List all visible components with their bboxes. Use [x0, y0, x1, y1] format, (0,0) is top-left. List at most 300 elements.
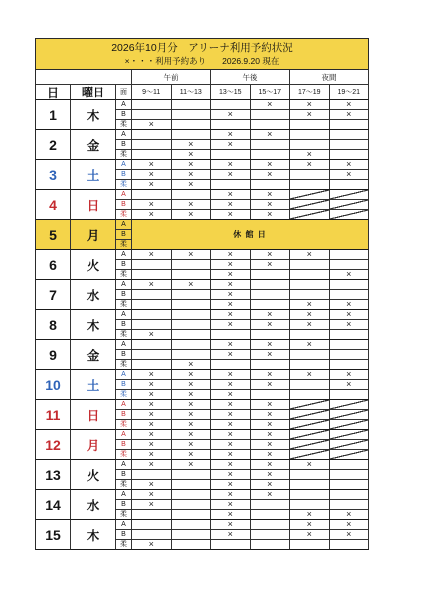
slot-cell	[290, 290, 330, 300]
day-number: 13	[36, 460, 71, 490]
slot-cell: ×	[172, 420, 212, 430]
slot-cell	[211, 180, 251, 190]
day-number: 10	[36, 370, 71, 400]
slot-cell: ×	[132, 490, 172, 500]
slot-cell: ×	[172, 160, 212, 170]
slot-cell	[172, 340, 212, 350]
slot-cell: ×	[251, 260, 291, 270]
slot-cell	[290, 140, 330, 150]
header-slot: 13～15	[211, 85, 251, 100]
court-label: 柔	[116, 420, 132, 430]
slot-cell: ×	[211, 430, 251, 440]
slot-cell	[172, 530, 212, 540]
slot-cell: ×	[211, 350, 251, 360]
slot-cell: ×	[290, 340, 330, 350]
slot-cell: ×	[132, 210, 172, 220]
slot-cell	[132, 470, 172, 480]
slot-cell: ×	[132, 280, 172, 290]
slot-cell: ×	[132, 120, 172, 130]
slot-cell	[330, 200, 370, 210]
slot-cell	[330, 120, 370, 130]
slot-cell	[290, 480, 330, 490]
slot-cell: ×	[211, 410, 251, 420]
slot-cell: ×	[211, 290, 251, 300]
slot-cell	[290, 440, 330, 450]
subtitle	[36, 55, 368, 69]
slot-cell	[330, 290, 370, 300]
slot-cell	[251, 270, 291, 280]
slot-cell	[330, 500, 370, 510]
court-label: B	[116, 380, 132, 390]
header-slot: 9～11	[132, 85, 172, 100]
slot-cell: ×	[251, 440, 291, 450]
slot-cell: ×	[251, 480, 291, 490]
weekday-label: 土	[71, 370, 116, 400]
day-number: 15	[36, 520, 71, 550]
court-label: B	[116, 320, 132, 330]
slot-cell: ×	[172, 370, 212, 380]
slot-cell: ×	[211, 400, 251, 410]
day-number: 4	[36, 190, 71, 220]
slot-cell: ×	[251, 420, 291, 430]
slot-cell	[290, 470, 330, 480]
court-label: A	[116, 430, 132, 440]
header-slot: 15～17	[251, 85, 291, 100]
slot-cell	[290, 330, 330, 340]
slot-cell	[251, 150, 291, 160]
slot-cell	[172, 480, 212, 490]
weekday-label: 土	[71, 160, 116, 190]
court-label: A	[116, 160, 132, 170]
slot-cell: ×	[330, 510, 370, 520]
day-number: 2	[36, 130, 71, 160]
slot-cell: ×	[330, 370, 370, 380]
slot-cell	[330, 150, 370, 160]
slot-cell: ×	[211, 420, 251, 430]
slot-cell	[330, 410, 370, 420]
slot-cell: ×	[172, 140, 212, 150]
slot-cell	[330, 360, 370, 370]
slot-cell	[211, 330, 251, 340]
slot-cell	[172, 510, 212, 520]
slot-cell	[290, 210, 330, 220]
slot-cell: ×	[211, 340, 251, 350]
slot-cell: ×	[211, 520, 251, 530]
slot-cell: ×	[251, 370, 291, 380]
slot-cell: ×	[211, 270, 251, 280]
slot-cell	[330, 440, 370, 450]
slot-cell: ×	[290, 510, 330, 520]
slot-cell	[251, 360, 291, 370]
slot-cell: ×	[132, 500, 172, 510]
slot-cell: ×	[211, 480, 251, 490]
slot-cell	[330, 400, 370, 410]
weekday-label: 木	[71, 520, 116, 550]
slot-cell	[132, 510, 172, 520]
slot-cell: ×	[211, 130, 251, 140]
court-label: B	[116, 110, 132, 120]
court-label: 柔	[116, 180, 132, 190]
period-afternoon: 午後	[211, 70, 290, 85]
slot-cell	[290, 260, 330, 270]
slot-cell: ×	[132, 400, 172, 410]
weekday-label: 月	[71, 430, 116, 460]
court-label: 柔	[116, 540, 132, 550]
slot-cell: ×	[132, 440, 172, 450]
slot-cell	[172, 270, 212, 280]
slot-cell	[330, 430, 370, 440]
slot-cell: ×	[251, 160, 291, 170]
court-label: 柔	[116, 120, 132, 130]
slot-cell: ×	[290, 110, 330, 120]
slot-cell: ×	[330, 320, 370, 330]
slot-cell	[290, 170, 330, 180]
slot-cell: ×	[251, 450, 291, 460]
slot-cell: ×	[251, 170, 291, 180]
court-label: 柔	[116, 150, 132, 160]
slot-cell: ×	[172, 380, 212, 390]
court-label: 柔	[116, 480, 132, 490]
slot-cell	[172, 110, 212, 120]
slot-cell: ×	[251, 190, 291, 200]
court-label: A	[116, 340, 132, 350]
slot-cell	[172, 500, 212, 510]
slot-cell: ×	[251, 430, 291, 440]
slot-cell: ×	[172, 400, 212, 410]
slot-cell: ×	[172, 390, 212, 400]
slot-cell	[132, 110, 172, 120]
slot-cell	[251, 390, 291, 400]
slot-cell: ×	[172, 180, 212, 190]
court-label: B	[116, 290, 132, 300]
slot-cell	[290, 360, 330, 370]
slot-cell: ×	[211, 500, 251, 510]
reservation-table	[35, 69, 369, 550]
slot-cell: ×	[211, 190, 251, 200]
header-corner	[36, 70, 132, 85]
weekday-label: 日	[71, 190, 116, 220]
slot-cell	[290, 180, 330, 190]
court-label: A	[116, 460, 132, 470]
court-label: B	[116, 230, 132, 240]
court-label: B	[116, 140, 132, 150]
slot-cell: ×	[211, 200, 251, 210]
slot-cell	[211, 360, 251, 370]
slot-cell: ×	[132, 410, 172, 420]
slot-cell: ×	[211, 310, 251, 320]
weekday-label: 水	[71, 280, 116, 310]
header-slot: 17～19	[290, 85, 330, 100]
header-day: 日	[36, 85, 71, 100]
slot-cell: ×	[172, 450, 212, 460]
slot-cell: ×	[211, 320, 251, 330]
slot-cell: ×	[132, 160, 172, 170]
slot-cell	[211, 100, 251, 110]
slot-cell	[251, 140, 291, 150]
slot-cell	[132, 130, 172, 140]
slot-cell: ×	[132, 200, 172, 210]
slot-cell	[251, 330, 291, 340]
legend-text: ×・・・利用予約あり	[124, 56, 207, 66]
slot-cell	[290, 130, 330, 140]
slot-cell	[290, 200, 330, 210]
slot-cell	[330, 340, 370, 350]
slot-cell	[290, 420, 330, 430]
slot-cell	[172, 100, 212, 110]
period-evening: 夜間	[290, 70, 369, 85]
court-label: B	[116, 200, 132, 210]
slot-cell	[290, 350, 330, 360]
slot-cell	[290, 120, 330, 130]
slot-cell	[132, 150, 172, 160]
slot-cell	[290, 190, 330, 200]
court-label: B	[116, 470, 132, 480]
slot-cell	[172, 490, 212, 500]
slot-cell: ×	[251, 340, 291, 350]
slot-cell	[330, 450, 370, 460]
slot-cell	[330, 140, 370, 150]
slot-cell: ×	[132, 420, 172, 430]
slot-cell	[172, 540, 212, 550]
slot-cell	[330, 330, 370, 340]
slot-cell: ×	[211, 390, 251, 400]
slot-cell	[132, 270, 172, 280]
slot-cell: ×	[211, 140, 251, 150]
court-label: B	[116, 440, 132, 450]
slot-cell: ×	[330, 380, 370, 390]
slot-cell: ×	[211, 370, 251, 380]
day-number: 8	[36, 310, 71, 340]
slot-cell	[251, 120, 291, 130]
day-number: 3	[36, 160, 71, 190]
slot-cell: ×	[211, 440, 251, 450]
slot-cell: ×	[132, 370, 172, 380]
slot-cell: ×	[132, 480, 172, 490]
slot-cell	[330, 260, 370, 270]
slot-cell: ×	[172, 360, 212, 370]
day-number: 11	[36, 400, 71, 430]
slot-cell: ×	[211, 380, 251, 390]
slot-cell	[132, 100, 172, 110]
weekday-label: 木	[71, 310, 116, 340]
slot-cell: ×	[330, 520, 370, 530]
reservation-sheet	[35, 38, 369, 550]
slot-cell	[330, 470, 370, 480]
slot-cell	[290, 400, 330, 410]
slot-cell	[290, 390, 330, 400]
slot-cell	[132, 520, 172, 530]
court-label: B	[116, 350, 132, 360]
slot-cell: ×	[290, 100, 330, 110]
slot-cell	[251, 280, 291, 290]
court-label: A	[116, 100, 132, 110]
closed-notice: 休 館 日	[132, 220, 369, 250]
slot-cell: ×	[132, 460, 172, 470]
page-title: 2026年10月分 アリーナ利用予約状況	[111, 42, 293, 54]
court-label: 柔	[116, 210, 132, 220]
slot-cell	[172, 470, 212, 480]
slot-cell: ×	[211, 280, 251, 290]
slot-cell: ×	[211, 170, 251, 180]
slot-cell: ×	[172, 440, 212, 450]
slot-cell: ×	[251, 310, 291, 320]
slot-cell	[211, 540, 251, 550]
weekday-label: 金	[71, 340, 116, 370]
slot-cell	[172, 260, 212, 270]
slot-cell: ×	[172, 280, 212, 290]
court-label: A	[116, 220, 132, 230]
weekday-label: 月	[71, 220, 116, 250]
slot-cell	[330, 190, 370, 200]
slot-cell: ×	[290, 160, 330, 170]
slot-cell	[172, 130, 212, 140]
court-label: B	[116, 530, 132, 540]
slot-cell: ×	[251, 400, 291, 410]
court-label: 柔	[116, 300, 132, 310]
slot-cell: ×	[330, 170, 370, 180]
slot-cell	[251, 290, 291, 300]
slot-cell	[132, 320, 172, 330]
slot-cell	[251, 500, 291, 510]
slot-cell	[132, 530, 172, 540]
slot-cell: ×	[211, 110, 251, 120]
slot-cell: ×	[211, 250, 251, 260]
slot-cell: ×	[211, 490, 251, 500]
slot-cell	[290, 490, 330, 500]
slot-cell: ×	[330, 300, 370, 310]
slot-cell: ×	[290, 320, 330, 330]
slot-cell	[132, 350, 172, 360]
court-label: 柔	[116, 330, 132, 340]
slot-cell	[330, 180, 370, 190]
slot-cell	[290, 270, 330, 280]
slot-cell: ×	[172, 460, 212, 470]
slot-cell: ×	[211, 160, 251, 170]
slot-cell: ×	[132, 380, 172, 390]
slot-cell	[251, 530, 291, 540]
header-slot: 11～13	[172, 85, 212, 100]
slot-cell: ×	[290, 300, 330, 310]
slot-cell: ×	[290, 250, 330, 260]
slot-cell	[251, 300, 291, 310]
slot-cell: ×	[251, 350, 291, 360]
slot-cell	[330, 130, 370, 140]
slot-cell: ×	[330, 530, 370, 540]
slot-cell	[290, 380, 330, 390]
slot-cell	[290, 430, 330, 440]
slot-cell: ×	[330, 110, 370, 120]
slot-cell: ×	[290, 460, 330, 470]
slot-cell: ×	[251, 100, 291, 110]
slot-cell: ×	[132, 430, 172, 440]
slot-cell	[172, 350, 212, 360]
day-number: 6	[36, 250, 71, 280]
slot-cell	[251, 540, 291, 550]
day-number: 9	[36, 340, 71, 370]
slot-cell: ×	[172, 150, 212, 160]
slot-cell	[132, 140, 172, 150]
slot-cell	[290, 410, 330, 420]
slot-cell	[251, 520, 291, 530]
slot-cell	[172, 300, 212, 310]
court-label: A	[116, 130, 132, 140]
slot-cell: ×	[251, 490, 291, 500]
court-label: 柔	[116, 390, 132, 400]
court-label: A	[116, 310, 132, 320]
slot-cell	[251, 180, 291, 190]
slot-cell: ×	[211, 470, 251, 480]
slot-cell: ×	[330, 160, 370, 170]
header-slot: 19～21	[330, 85, 370, 100]
as-of-date: 2026.9.20 現在	[222, 56, 280, 66]
court-label: B	[116, 170, 132, 180]
weekday-label: 火	[71, 250, 116, 280]
day-number: 14	[36, 490, 71, 520]
slot-cell	[330, 420, 370, 430]
court-label: 柔	[116, 360, 132, 370]
slot-cell: ×	[251, 200, 291, 210]
slot-cell	[251, 510, 291, 520]
slot-cell	[211, 120, 251, 130]
day-number: 7	[36, 280, 71, 310]
slot-cell	[172, 120, 212, 130]
slot-cell: ×	[290, 310, 330, 320]
slot-cell: ×	[211, 260, 251, 270]
slot-cell: ×	[290, 530, 330, 540]
slot-cell: ×	[251, 460, 291, 470]
slot-cell	[290, 540, 330, 550]
slot-cell	[330, 460, 370, 470]
court-label: A	[116, 190, 132, 200]
slot-cell: ×	[330, 270, 370, 280]
court-label: A	[116, 490, 132, 500]
court-label: A	[116, 370, 132, 380]
slot-cell: ×	[132, 250, 172, 260]
slot-cell	[132, 260, 172, 270]
slot-cell	[330, 250, 370, 260]
slot-cell: ×	[172, 200, 212, 210]
court-label: A	[116, 520, 132, 530]
slot-cell: ×	[132, 540, 172, 550]
court-label: A	[116, 280, 132, 290]
slot-cell: ×	[132, 390, 172, 400]
slot-cell: ×	[132, 450, 172, 460]
weekday-label: 金	[71, 130, 116, 160]
slot-cell: ×	[251, 320, 291, 330]
court-label: 柔	[116, 270, 132, 280]
slot-cell: ×	[330, 310, 370, 320]
day-number: 5	[36, 220, 71, 250]
slot-cell	[132, 310, 172, 320]
slot-cell	[172, 310, 212, 320]
slot-cell: ×	[211, 210, 251, 220]
court-label: B	[116, 410, 132, 420]
slot-cell: ×	[172, 210, 212, 220]
title-band	[35, 38, 369, 69]
day-number: 12	[36, 430, 71, 460]
slot-cell: ×	[211, 460, 251, 470]
slot-cell: ×	[211, 510, 251, 520]
slot-cell: ×	[172, 430, 212, 440]
slot-cell	[290, 280, 330, 290]
weekday-label: 木	[71, 100, 116, 130]
slot-cell	[172, 290, 212, 300]
slot-cell: ×	[251, 210, 291, 220]
slot-cell: ×	[172, 250, 212, 260]
slot-cell: ×	[330, 100, 370, 110]
slot-cell: ×	[132, 170, 172, 180]
slot-cell: ×	[132, 180, 172, 190]
